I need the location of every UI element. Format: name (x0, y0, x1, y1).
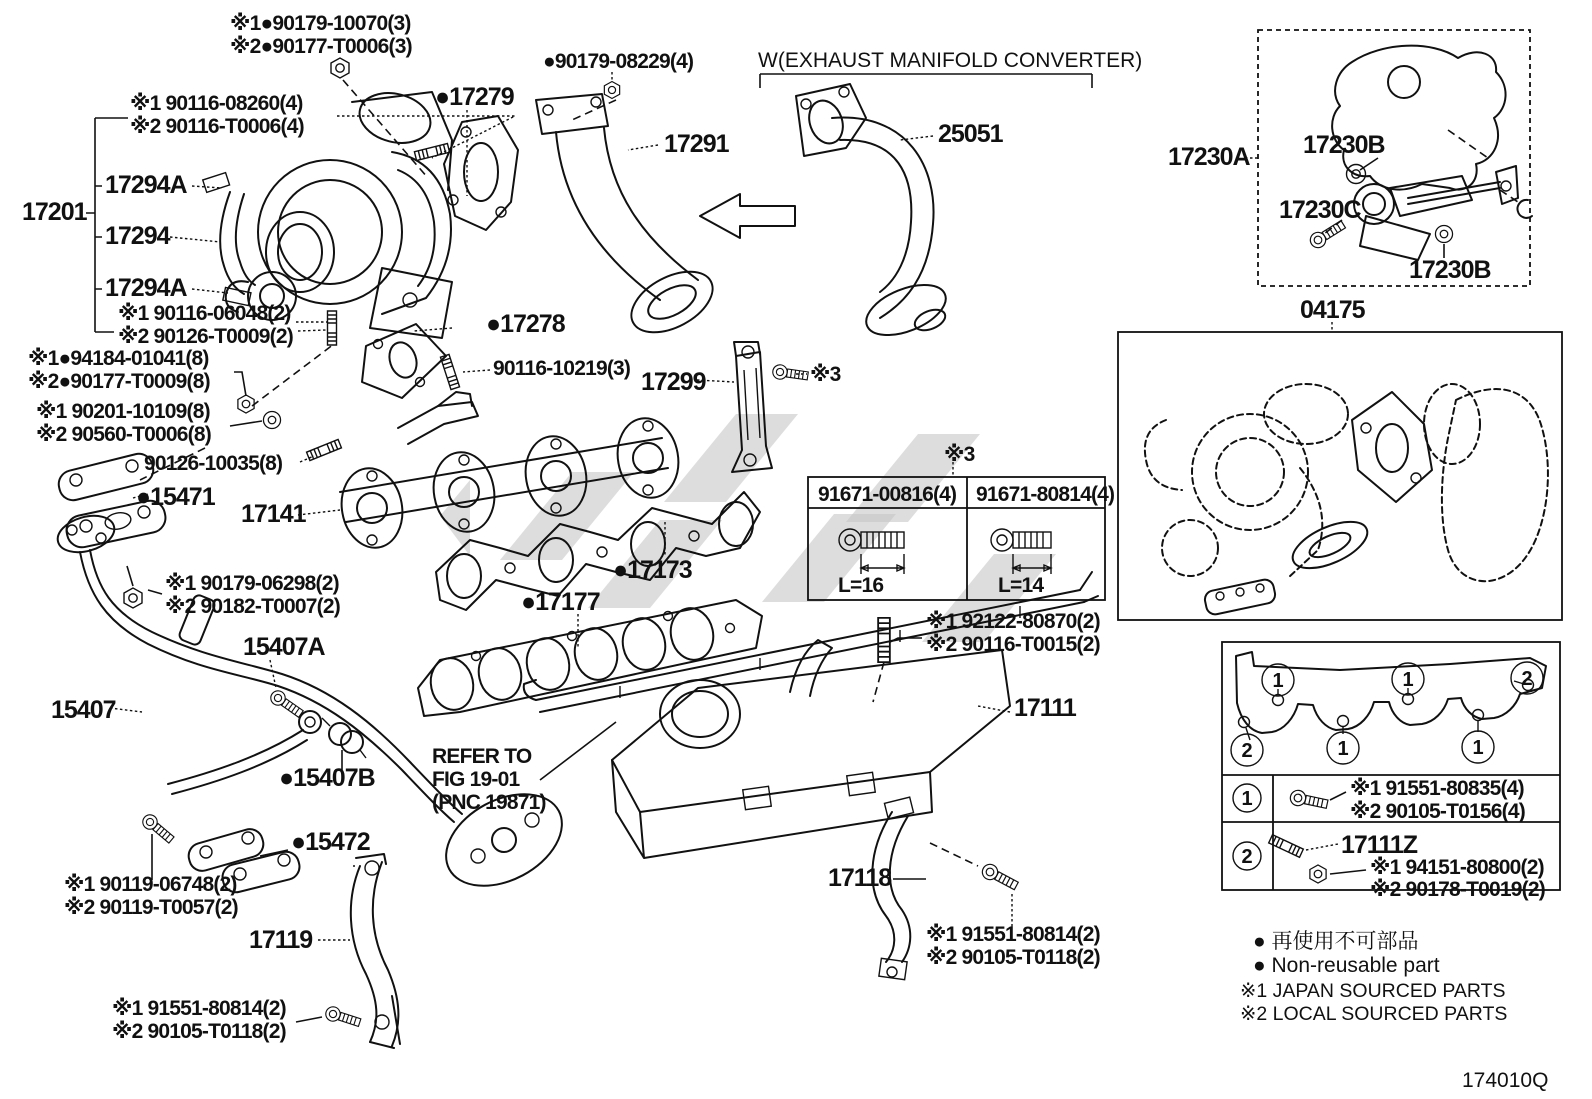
banner-exhaust-manifold-converter: W(EXHAUST MANIFOLD CONVERTER) (758, 49, 1143, 72)
label-15407A: 15407A (243, 633, 325, 661)
label-90116-T0006: ※2 90116-T0006(4) (130, 115, 304, 138)
legend-non-reusable-en: ● Non-reusable part (1253, 954, 1440, 977)
label-90126-10035: 90126-10035(8) (144, 452, 283, 475)
marker-1a: 1 (1272, 670, 1284, 692)
label-ref3-bolt: ※3 (810, 363, 841, 386)
stud-92122-icon (878, 618, 890, 662)
label-17119: 17119 (249, 926, 313, 954)
label-90119-06748: ※1 90119-06748(2) (64, 873, 237, 896)
legend (1240, 930, 1548, 1092)
label-90116-T0015: ※2 90116-T0015(2) (926, 633, 1100, 656)
marker-row2: 2 (1241, 846, 1253, 868)
bolt-90119-icon (140, 812, 176, 846)
stud-90126-10035-icon (307, 439, 342, 460)
label-17230B-lower: 17230B (1409, 256, 1491, 284)
label-91551-80814-right: ※1 91551-80814(2) (926, 923, 1100, 946)
label-91551-80814-left: ※1 91551-80814(2) (112, 997, 286, 1020)
nut-90179-10070-icon (331, 58, 349, 78)
nut-90179-08229-icon (604, 82, 619, 99)
label-25051: 25051 (938, 120, 1003, 148)
label-15471: ●15471 (136, 483, 215, 511)
legend-japan-sourced: ※1 JAPAN SOURCED PARTS (1240, 980, 1506, 1002)
label-04175: 04175 (1300, 296, 1365, 324)
label-17279: ●17279 (435, 83, 514, 111)
label-17111: 17111 (1014, 694, 1076, 722)
manifold-stay-17119-drawing (351, 854, 400, 1048)
label-90178-T0019: ※2 90178-T0019(2) (1370, 878, 1545, 901)
bolt-15407A-icon (268, 688, 305, 720)
label-refer-line1: REFER TO (432, 745, 532, 768)
label-90177-T0006: ※2●90177-T0006(3) (230, 35, 412, 58)
label-92122-80870: ※1 92122-80870(2) (926, 610, 1100, 633)
label-17294A-2: 17294A (105, 274, 187, 302)
bolt-table-header-2: 91671-80814(4) (976, 483, 1115, 506)
label-17141: 17141 (241, 500, 306, 528)
label-refer-line3: (PNC 19871) (432, 791, 546, 814)
label-90126-T0009: ※2 90126-T0009(2) (118, 325, 293, 348)
hollow-direction-arrow (700, 194, 795, 238)
label-90201-10109: ※1 90201-10109(8) (36, 400, 210, 423)
label-90119-T0057: ※2 90119-T0057(2) (64, 896, 238, 919)
label-90116-06048: ※1 90116-06048(2) (118, 302, 291, 325)
label-17294A-1: 17294A (105, 171, 187, 199)
label-15472: ●15472 (291, 828, 370, 856)
gasket-17278-drawing (362, 324, 446, 398)
label-17278: ●17278 (486, 310, 565, 338)
marker-1c: 1 (1337, 738, 1349, 760)
label-90177-T0009: ※2●90177-T0009(8) (28, 370, 210, 393)
label-90179-06298: ※1 90179-06298(2) (165, 572, 339, 595)
label-90182-T0007: ※2 90182-T0007(2) (165, 595, 340, 618)
label-90179-10070: ※1●90179-10070(3) (230, 12, 411, 35)
marker-row1: 1 (1241, 788, 1253, 810)
bolt-table-header-1: 91671-00816(4) (818, 483, 957, 506)
nut-94151-icon (1310, 865, 1326, 883)
label-94184-01041: ※1●94184-01041(8) (28, 347, 209, 370)
clamp-15407B-drawing (322, 718, 366, 758)
label-17294: 17294 (105, 222, 170, 250)
label-90560-T0006: ※2 90560-T0006(8) (36, 423, 211, 446)
figure-code: 174010Q (1462, 1069, 1549, 1092)
nut-94184-icon (238, 395, 254, 413)
label-17201: 17201 (22, 198, 87, 226)
label-17111Z: 17111Z (1341, 831, 1418, 859)
label-94151-80800: ※1 94151-80800(2) (1370, 856, 1544, 879)
label-17177: ●17177 (521, 588, 600, 616)
label-15407: 15407 (51, 696, 116, 724)
marker-2a: 2 (1521, 668, 1533, 690)
nut-90201-icon (263, 411, 280, 428)
stud-90116-06048-icon (328, 311, 337, 345)
label-90105-T0118-left: ※2 90105-T0118(2) (112, 1020, 286, 1043)
marker-1b: 1 (1402, 669, 1414, 691)
label-17230A: 17230A (1168, 143, 1250, 171)
bolt-length-L14: L=14 (998, 574, 1044, 597)
bolt-table-ref3: ※3 (944, 443, 975, 466)
label-90116-08260: ※1 90116-08260(4) (130, 92, 303, 115)
legend-local-sourced: ※2 LOCAL SOURCED PARTS (1240, 1003, 1508, 1025)
bolt-91551-left-icon (324, 1005, 362, 1030)
label-90105-T0118-right: ※2 90105-T0118(2) (926, 946, 1100, 969)
label-91551-80835: ※1 91551-80835(4) (1350, 777, 1524, 800)
marker-2b: 2 (1241, 740, 1253, 762)
nut-90179-06298-icon (124, 588, 142, 608)
legend-non-reusable-jp: ● 再使用不可部品 (1253, 930, 1419, 953)
bolt-91551-right-icon (980, 862, 1020, 893)
label-17299: 17299 (641, 368, 706, 396)
label-90105-T0156: ※2 90105-T0156(4) (1350, 800, 1525, 823)
label-refer-line2: FIG 19-01 (432, 768, 520, 791)
intake-manifold-gasket-17177-drawing (418, 600, 762, 716)
part-labels (22, 12, 1491, 1043)
label-17230C: 17230C (1279, 196, 1361, 224)
label-17118: 17118 (828, 864, 892, 892)
label-90179-08229: ●90179-08229(4) (543, 50, 694, 73)
marker-1d: 1 (1472, 737, 1484, 759)
callout-fastener-table (1222, 642, 1560, 901)
actuator-box-17230 (1258, 30, 1532, 286)
label-15407B: ●15407B (279, 764, 375, 792)
bolt-length-L16: L=16 (838, 574, 884, 597)
label-17173: ●17173 (613, 556, 692, 584)
gasket-kit-box-04175 (1118, 332, 1562, 620)
washer-17230B-lower-icon (1435, 225, 1452, 242)
label-17230B-upper: 17230B (1303, 131, 1385, 159)
label-17291: 17291 (664, 130, 729, 158)
bolt-91551-80835-icon (1289, 789, 1329, 812)
label-90116-10219: 90116-10219(3) (493, 357, 631, 380)
exhaust-converter-25051-drawing (796, 84, 953, 345)
